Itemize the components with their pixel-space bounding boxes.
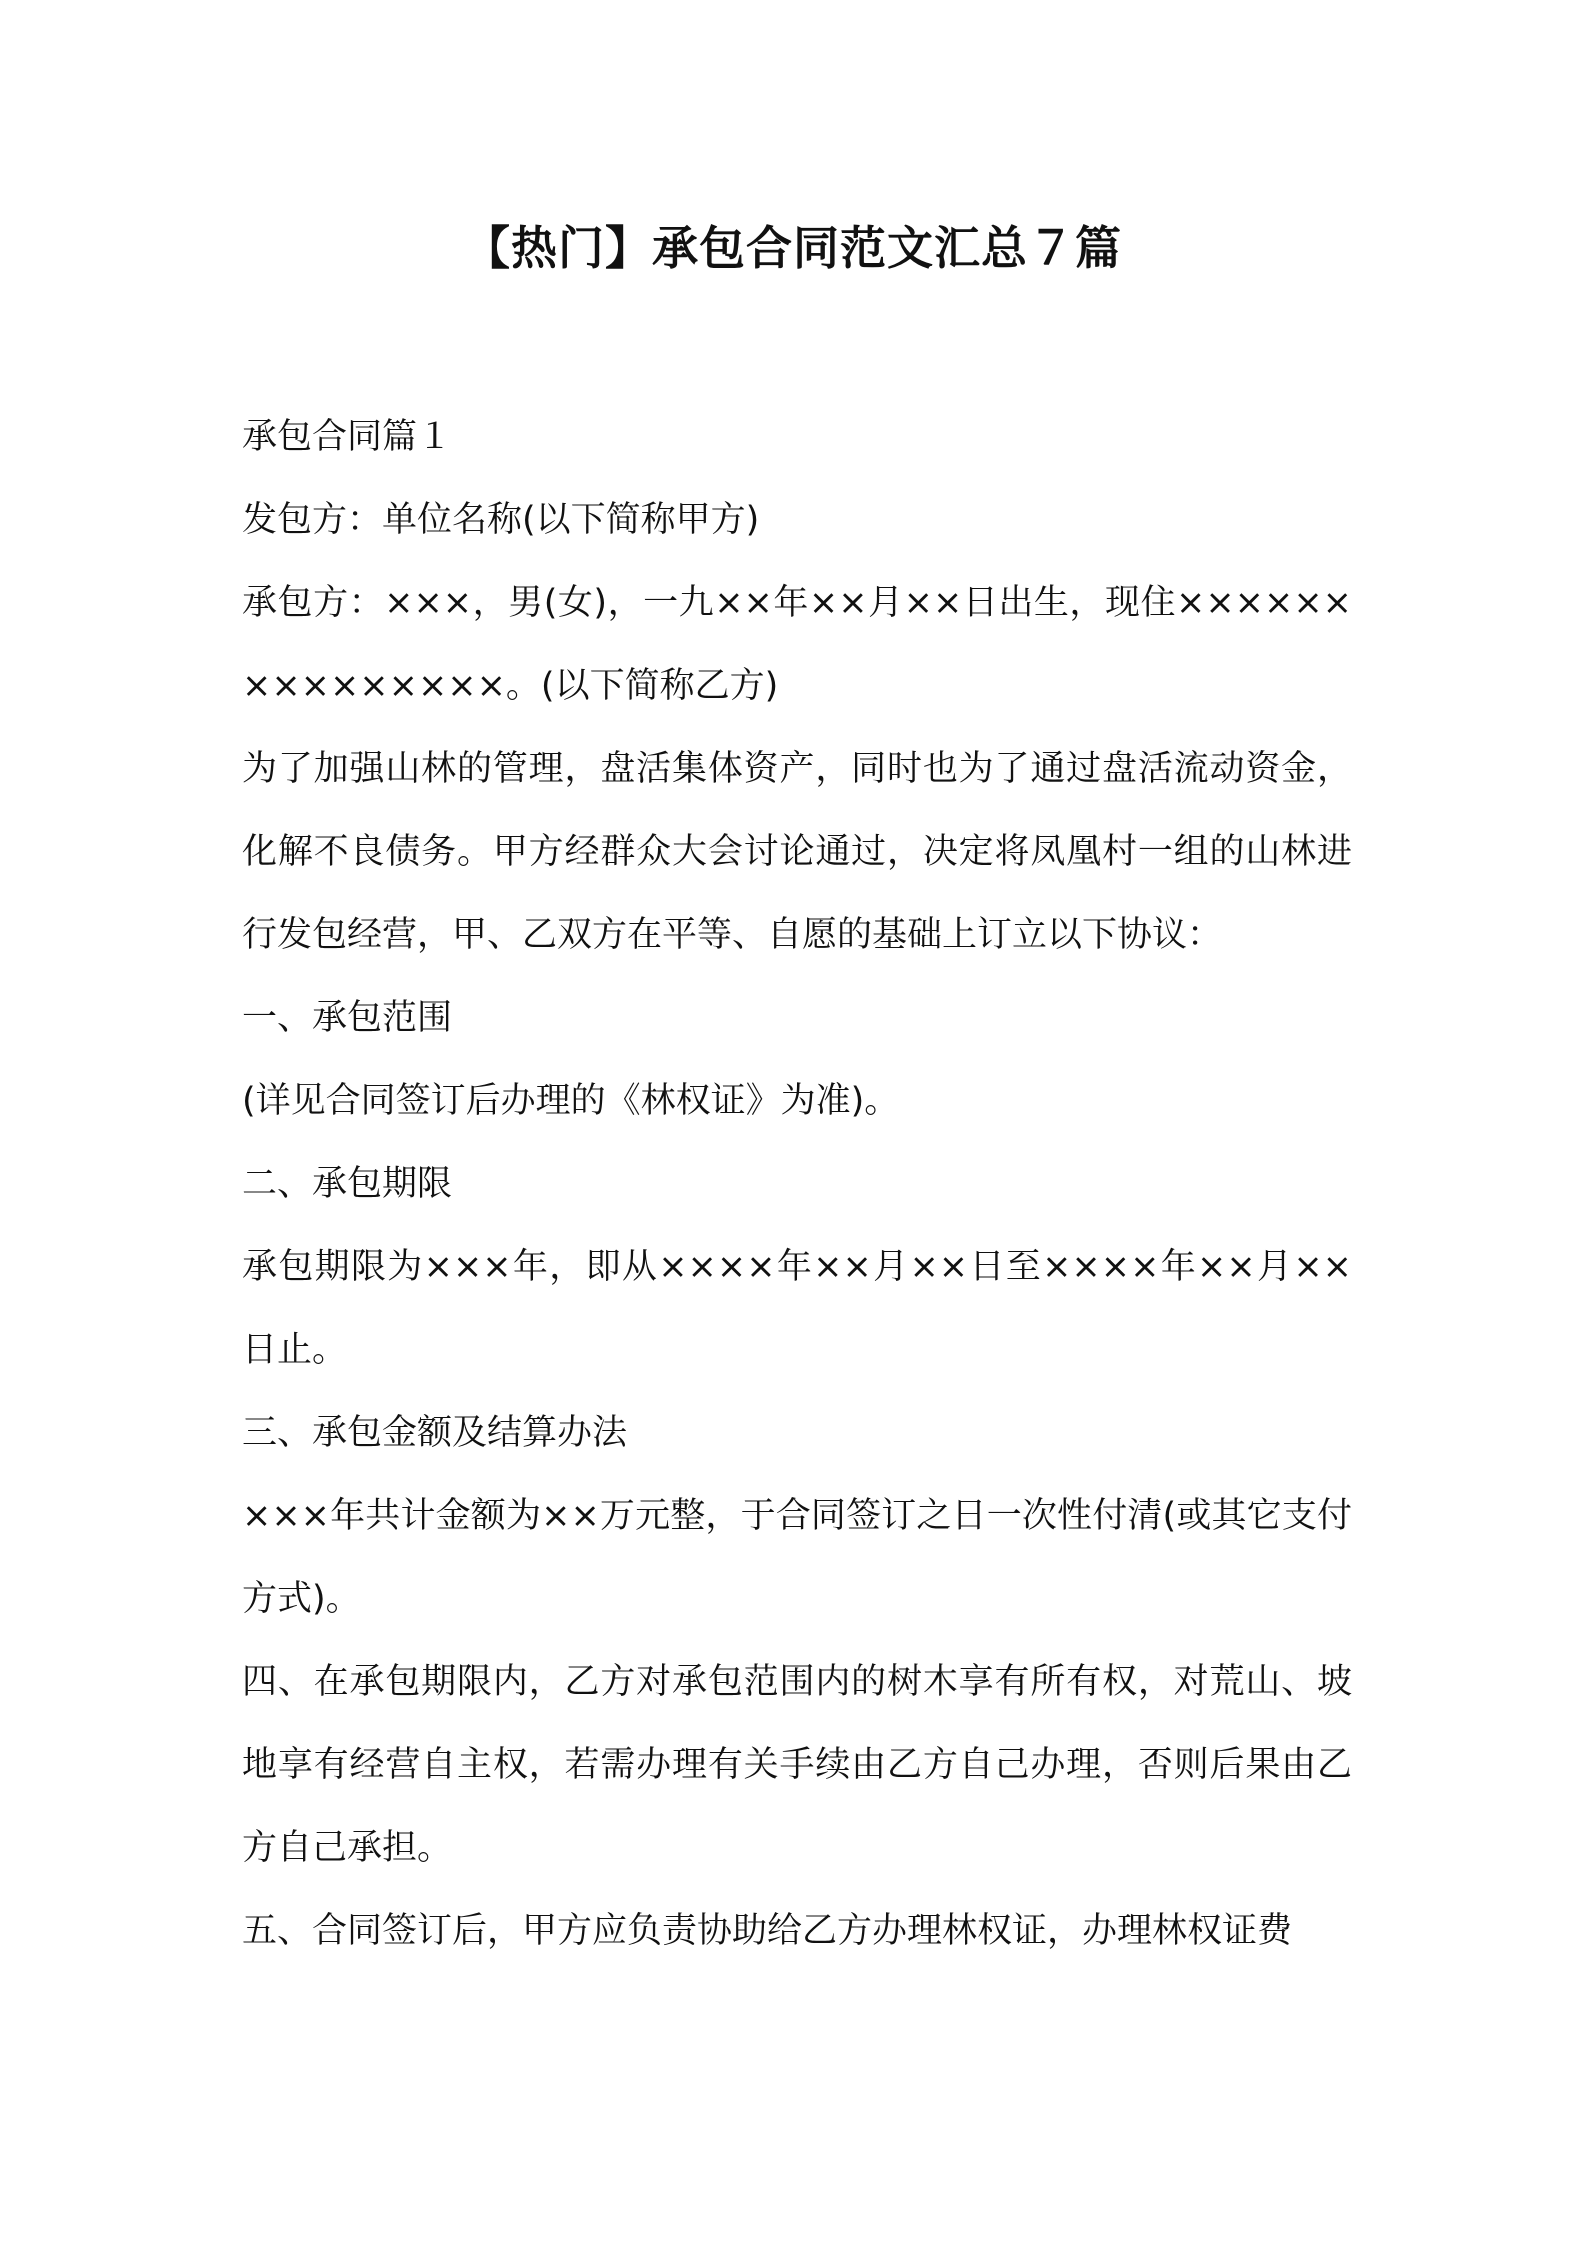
clause-text: 承包期限为×××年，即从××××年××月××日至××××年××月××日止。 (242, 1247, 1352, 1370)
clause-text: (详见合同签订后办理的《林权证》为准)。 (242, 1081, 900, 1121)
document-body (242, 396, 1352, 1973)
document-title: 【热门】承包合同范文汇总７篇 (464, 221, 1122, 275)
employer-line: 发包方：单位名称(以下简称甲方) (242, 500, 760, 540)
clause-text: 四、在承包期限内，乙方对承包范围内的树木享有所有权，对荒山、坡地享有经营自主权，若需办理有关手续由乙方自己办理，否则后果由乙方自己承担。 (242, 1662, 1352, 1868)
contractor-line: 承包方：×××，男(女)，一九××年××月××日出生，现住×××××××××××××××。(以下简称乙方) (242, 583, 1352, 706)
preamble-paragraph: 为了加强山林的管理，盘活集体资产，同时也为了通过盘活流动资金，化解不良债务。甲方经群众大会讨论通过，决定将凤凰村一组的山林进行发包经营，甲、乙双方在平等、自愿的基础上订立以下协议： (242, 749, 1352, 955)
clause-heading: 二、承包期限 (242, 1164, 453, 1204)
section-heading: 承包合同篇１ (242, 417, 453, 457)
clause-heading: 三、承包金额及结算办法 (242, 1413, 628, 1453)
clause-text: 五、合同签订后，甲方应负责协助给乙方办理林权证，办理林权证费 (242, 1911, 1293, 1951)
clause-heading: 一、承包范围 (242, 998, 453, 1038)
clause-text: ×××年共计金额为××万元整，于合同签订之日一次性付清(或其它支付方式)。 (242, 1496, 1352, 1619)
